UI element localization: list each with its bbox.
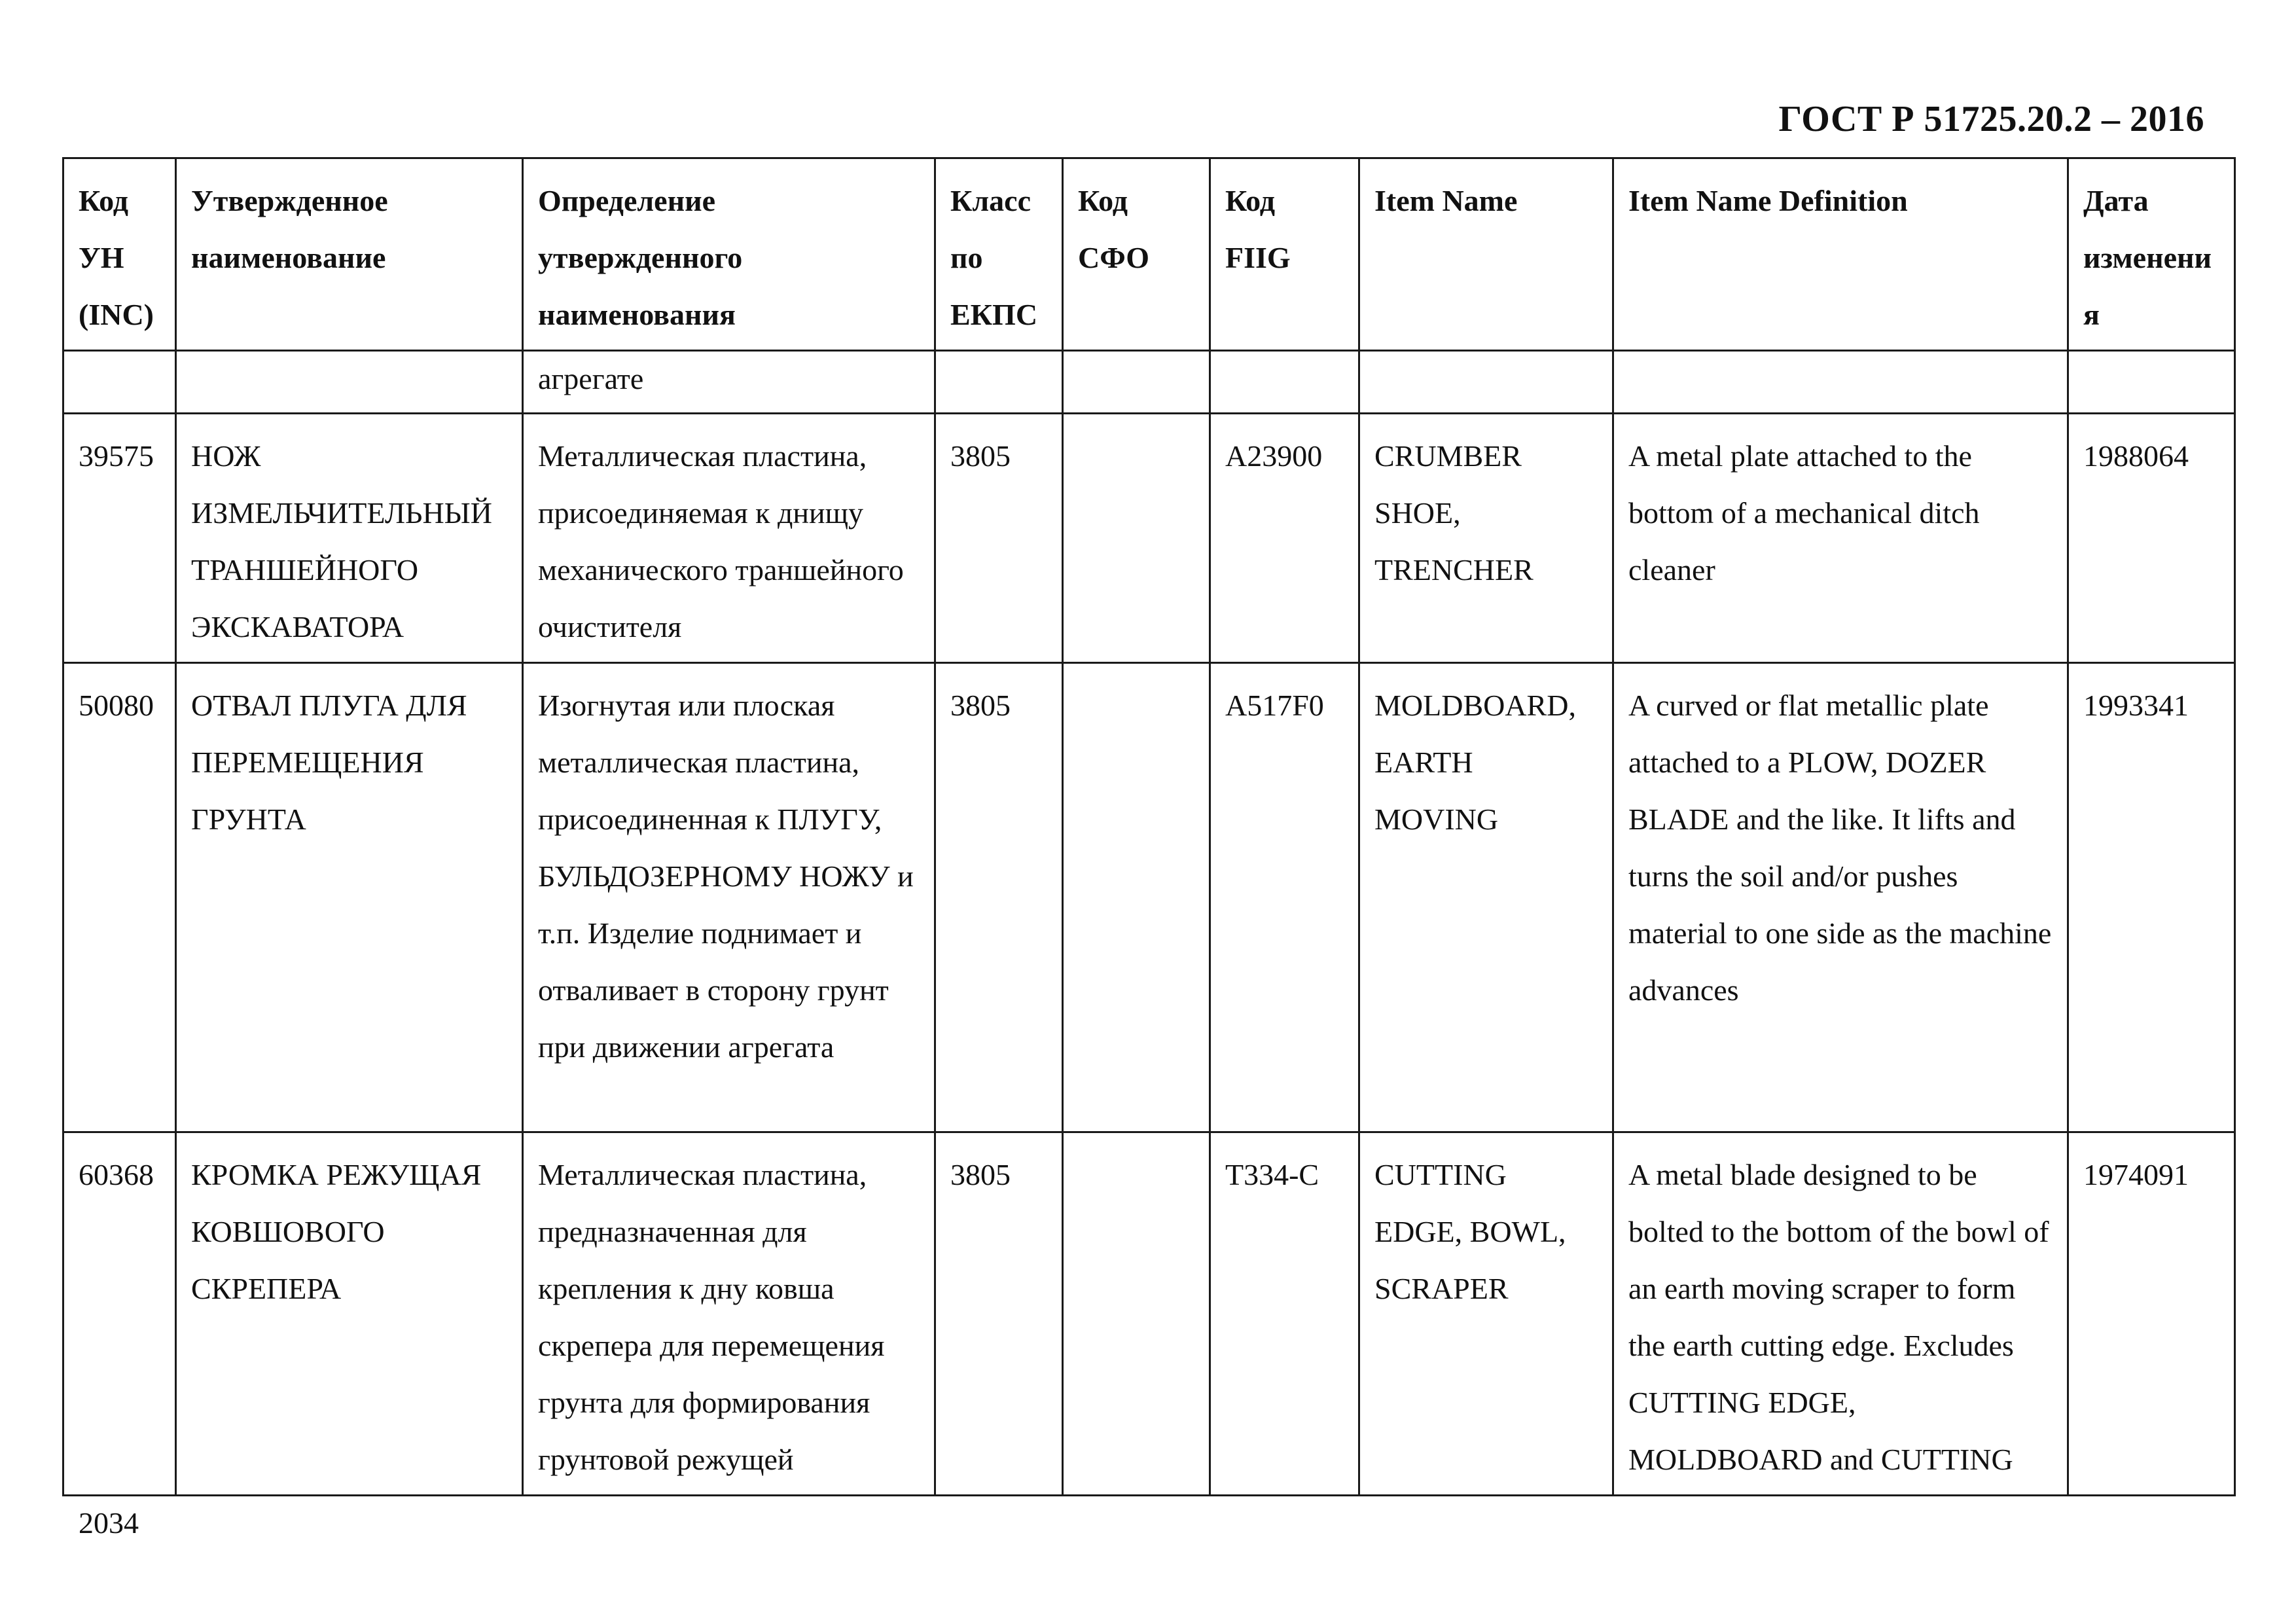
cell-inc: 60368 <box>63 1132 176 1496</box>
cell-definition-continuation: агрегате <box>523 351 935 414</box>
cell-approved-name: ОТВАЛ ПЛУГА ДЛЯ ПЕРЕМЕЩЕНИЯ ГРУНТА <box>176 663 523 1132</box>
col-header-change-date: Дата изменения <box>2068 158 2235 351</box>
cell-class: 3805 <box>935 663 1063 1132</box>
cell-item-name: CRUMBER SHOE, TRENCHER <box>1359 414 1613 663</box>
col-header-class: Класс по ЕКПС <box>935 158 1063 351</box>
col-header-sfo: Код СФО <box>1063 158 1210 351</box>
cell-empty <box>1063 351 1210 414</box>
cell-sfo <box>1063 414 1210 663</box>
cell-approved-name: КРОМКА РЕЖУЩАЯ КОВШОВОГО СКРЕПЕРА <box>176 1132 523 1496</box>
cell-empty <box>2068 351 2235 414</box>
cell-fiig: T334-C <box>1210 1132 1359 1496</box>
cell-fiig: A517F0 <box>1210 663 1359 1132</box>
cell-definition: Металлическая пластина, предназначенная для крепления к дну ковша скрепера для перемещения грунта для формирования грунтовой режущей <box>523 1132 935 1496</box>
cell-empty <box>176 351 523 414</box>
cell-change-date: 1993341 <box>2068 663 2235 1132</box>
cell-sfo <box>1063 1132 1210 1496</box>
cell-empty <box>1359 351 1613 414</box>
cell-item-definition: A metal plate attached to the bottom of a mechanical ditch cleaner <box>1613 414 2068 663</box>
cell-empty <box>935 351 1063 414</box>
catalog-table <box>62 157 2236 1496</box>
cell-definition: Изогнутая или плоская металлическая пластина, присоединенная к ПЛУГУ, БУЛЬДОЗЕРНОМУ НОЖУ и т.п. Изделие поднимает и отваливает в сторону грунт при движении агрегата <box>523 663 935 1132</box>
cell-class: 3805 <box>935 1132 1063 1496</box>
col-header-approved-name: Утвержденное наименование <box>176 158 523 351</box>
cell-item-definition: A curved or flat metallic plate attached to a PLOW, DOZER BLADE and the like. It lifts and turns the soil and/or pushes material to one side as the machine advances <box>1613 663 2068 1132</box>
col-header-item-definition: Item Name Definition <box>1613 158 2068 351</box>
cell-empty <box>63 351 176 414</box>
cell-empty <box>1613 351 2068 414</box>
cell-change-date: 1988064 <box>2068 414 2235 663</box>
standard-title: ГОСТ Р 51725.20.2 – 2016 <box>1778 99 2204 139</box>
table-row <box>63 414 2235 663</box>
page-number: 2034 <box>79 1506 139 1540</box>
col-header-fiig: Код FIIG <box>1210 158 1359 351</box>
continuation-row <box>63 351 2235 414</box>
cell-inc: 50080 <box>63 663 176 1132</box>
table-header-row <box>63 158 2235 351</box>
cell-change-date: 1974091 <box>2068 1132 2235 1496</box>
cell-fiig: A23900 <box>1210 414 1359 663</box>
col-header-definition: Определение утвержденного наименования <box>523 158 935 351</box>
col-header-item-name: Item Name <box>1359 158 1613 351</box>
table-row <box>63 1132 2235 1496</box>
cell-definition: Металлическая пластина, присоединяемая к днищу механического траншейного очистителя <box>523 414 935 663</box>
cell-empty <box>1210 351 1359 414</box>
cell-approved-name: НОЖ ИЗМЕЛЬЧИТЕЛЬНЫЙ ТРАНШЕЙНОГО ЭКСКАВАТОРА <box>176 414 523 663</box>
cell-inc: 39575 <box>63 414 176 663</box>
cell-item-name: CUTTING EDGE, BOWL, SCRAPER <box>1359 1132 1613 1496</box>
cell-class: 3805 <box>935 414 1063 663</box>
table-row <box>63 663 2235 1132</box>
cell-sfo <box>1063 663 1210 1132</box>
cell-item-name: MOLDBOARD, EARTH MOVING <box>1359 663 1613 1132</box>
cell-item-definition: A metal blade designed to be bolted to the bottom of the bowl of an earth moving scraper to form the earth cutting edge. Excludes CUTTING EDGE, MOLDBOARD and CUTTING <box>1613 1132 2068 1496</box>
col-header-inc: Код УН (INC) <box>63 158 176 351</box>
